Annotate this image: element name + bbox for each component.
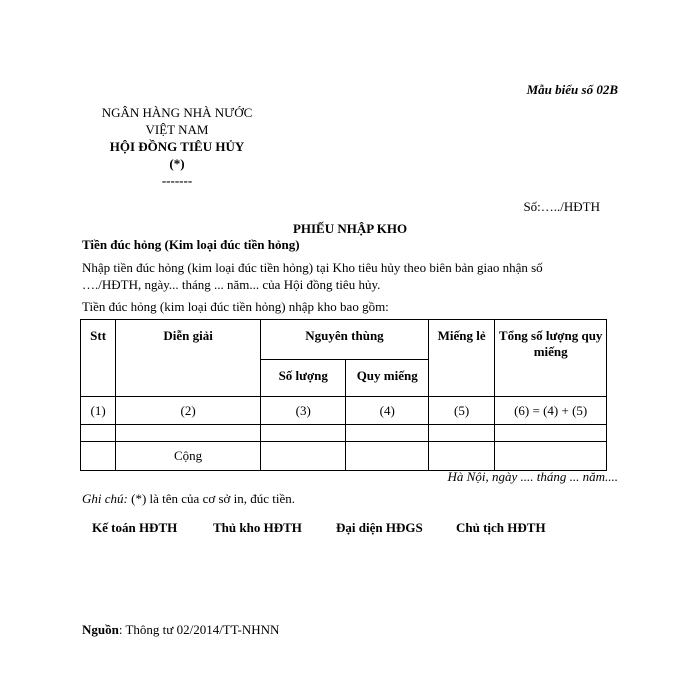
note bbox=[82, 491, 295, 507]
header-stt: Stt bbox=[81, 320, 116, 397]
header-description: Diễn giải bbox=[116, 320, 261, 397]
header-total: Tổng số lượng quy miếng bbox=[495, 320, 607, 397]
table-cell bbox=[261, 442, 346, 471]
issuing-organization bbox=[92, 104, 262, 189]
table-cell bbox=[346, 425, 428, 442]
org-line-1: NGÂN HÀNG NHÀ NƯỚC bbox=[101, 105, 253, 120]
source-note bbox=[82, 622, 279, 638]
table-cell bbox=[116, 425, 261, 442]
signature-chairman: Chủ tịch HĐTH bbox=[456, 520, 546, 535]
column-number: (6) = (4) + (5) bbox=[495, 397, 607, 425]
table-cell bbox=[81, 425, 116, 442]
table-cell bbox=[428, 442, 494, 471]
note-label: Ghi chú: bbox=[82, 491, 128, 506]
table-intro: Tiền đúc hỏng (kim loại đúc tiền hỏng) nhập kho bao gồm: bbox=[82, 299, 389, 314]
org-line-4: (*) bbox=[169, 156, 185, 171]
intro-paragraph: Nhập tiền đúc hỏng (kim loại đúc tiền hỏng) tại Kho tiêu hủy theo biên bản giao nhận số …./HĐTH, ngày... tháng ... năm... của Hội đồng tiêu hủy. bbox=[82, 260, 543, 292]
signature-accountant: Kế toán HĐTH bbox=[92, 520, 178, 535]
table-cell bbox=[81, 442, 116, 471]
org-divider: ------- bbox=[161, 173, 193, 188]
table-cell bbox=[261, 425, 346, 442]
document-number: Số:…../HĐTH bbox=[523, 199, 600, 214]
table-cell bbox=[346, 442, 428, 471]
inventory-table bbox=[80, 319, 607, 471]
column-number: (1) bbox=[81, 397, 116, 425]
form-code: Mẫu biểu số 02B bbox=[526, 82, 618, 97]
table-cell bbox=[495, 425, 607, 442]
header-loose-pieces: Miếng lẻ bbox=[428, 320, 494, 397]
document-title: PHIẾU NHẬP KHO bbox=[292, 221, 408, 236]
column-number: (2) bbox=[116, 397, 261, 425]
signature-supervisor: Đại diện HĐGS bbox=[336, 520, 423, 535]
table-row bbox=[81, 425, 607, 442]
org-line-3: HỘI ĐỒNG TIÊU HỦY bbox=[109, 139, 245, 154]
column-number: (3) bbox=[261, 397, 346, 425]
table-cell bbox=[495, 442, 607, 471]
source-text: : Thông tư 02/2014/TT-NHNN bbox=[118, 622, 280, 637]
table-cell bbox=[428, 425, 494, 442]
location-date: Hà Nội, ngày .... tháng ... năm.... bbox=[447, 469, 618, 484]
column-number-row bbox=[81, 397, 607, 425]
column-number: (5) bbox=[428, 397, 494, 425]
header-pieces-equiv: Quy miếng bbox=[346, 360, 428, 397]
note-text: (*) là tên của cơ sở in, đúc tiền. bbox=[127, 491, 296, 506]
document-subtitle: Tiền đúc hỏng (Kim loại đúc tiền hỏng) bbox=[82, 237, 300, 252]
signature-storekeeper: Thủ kho HĐTH bbox=[213, 520, 302, 535]
header-quantity: Số lượng bbox=[261, 360, 346, 397]
source-label: Nguồn bbox=[82, 622, 119, 637]
total-label: Cộng bbox=[116, 442, 261, 471]
org-line-2: VIỆT NAM bbox=[145, 122, 209, 137]
header-whole-rolls: Nguyên thùng bbox=[261, 320, 429, 360]
column-number: (4) bbox=[346, 397, 428, 425]
total-row bbox=[81, 442, 607, 471]
table-header-row bbox=[81, 320, 607, 360]
